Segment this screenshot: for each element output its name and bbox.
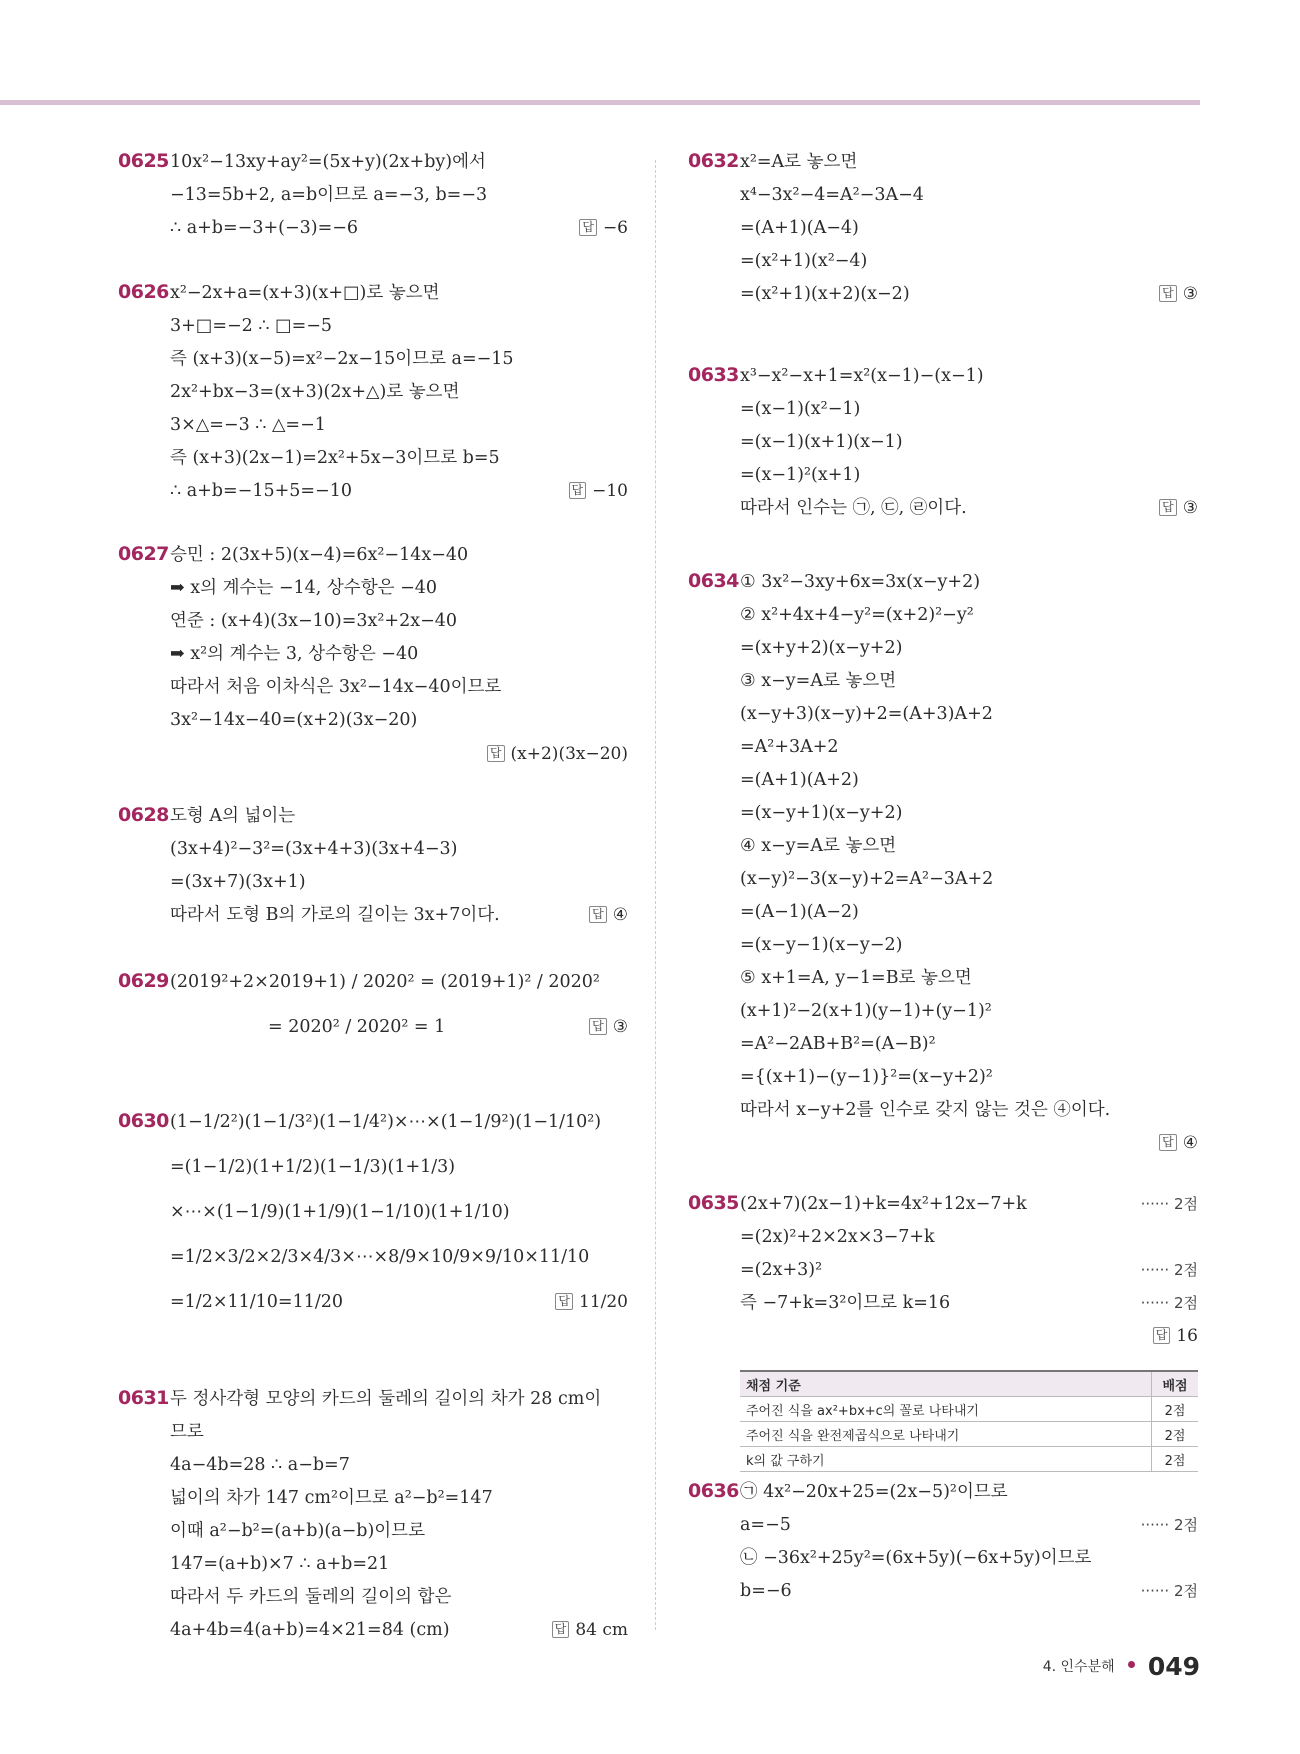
solution-line: 므로 [170, 1422, 204, 1442]
solution-line: ㉡ −36x²+25y²=(6x+5y)(−6x+5y)이므로 [740, 1548, 1092, 1568]
solution-line: ㉠ 4x²−20x+25=(2x−5)²이므로 [740, 1482, 1008, 1502]
solution-line: =A²+3A+2 [740, 737, 839, 757]
solution-line: 따라서 처음 이차식은 3x²−14x−40이므로 [170, 677, 502, 697]
solution-line: 3x²−14x−40=(x+2)(3x−20) [170, 710, 418, 730]
solution-line: ∴ a+b=−3+(−3)=−6 [170, 218, 359, 238]
solution-line: ➡ x²의 계수는 3, 상수항은 −40 [170, 644, 419, 664]
solution-line: 즉 −7+k=3²이므로 k=16 [740, 1293, 951, 1313]
solution-line: =(x−y−1)(x−y−2) [740, 935, 903, 955]
answer: 답 ③ [589, 1015, 628, 1039]
problem-number: 0633 [688, 364, 739, 386]
solution-line: x³−x²−x+1=x²(x−1)−(x−1) [740, 366, 984, 386]
solution-line: =A²−2AB+B²=(A−B)² [740, 1034, 936, 1054]
solution-line: =(x−1)(x+1)(x−1) [740, 432, 903, 452]
solution-line: 이때 a²−b²=(a+b)(a−b)이므로 [170, 1521, 425, 1541]
solution-line: 도형 A의 넓이는 [170, 806, 296, 826]
solution-line: =(A+1)(A+2) [740, 770, 859, 790]
answer: 답 16 [1153, 1324, 1198, 1348]
problem-number: 0636 [688, 1480, 739, 1502]
points-label: ······ 2점 [1140, 1195, 1198, 1213]
solution-line: 3+□=−2 ∴ □=−5 [170, 316, 333, 336]
solution-line: =(2x+3)² [740, 1260, 823, 1280]
table-cell: 주어진 식을 완전제곱식으로 나타내기 [740, 1422, 1152, 1447]
solution-line: ① 3x²−3xy+6x=3x(x−y+2) [740, 572, 981, 592]
points-label: ······ 2점 [1140, 1294, 1198, 1312]
bullet-dot-icon [1128, 1661, 1135, 1668]
table-cell: 주어진 식을 ax²+bx+c의 꼴로 나타내기 [740, 1397, 1152, 1422]
answer: 답 −6 [579, 216, 628, 240]
solution-line: 두 정사각형 모양의 카드의 둘레의 길이의 차가 28 cm이 [170, 1389, 602, 1409]
column-divider [655, 160, 656, 1630]
solution-line: =(2x)²+2×2x×3−7+k [740, 1227, 935, 1247]
solution-line: (x−y)²−3(x−y)+2=A²−3A+2 [740, 869, 994, 889]
scoring-table [740, 1370, 1198, 1472]
solution-line: (x+1)²−2(x+1)(y−1)+(y−1)² [740, 1001, 992, 1021]
solution-line: =(x−1)²(x+1) [740, 465, 861, 485]
table-row [740, 1447, 1198, 1472]
solution-line: 즉 (x+3)(2x−1)=2x²+5x−3이므로 b=5 [170, 448, 500, 468]
solution-line: 3×△=−3 ∴ △=−1 [170, 415, 326, 435]
table-row [740, 1397, 1198, 1422]
table-header-row [740, 1371, 1198, 1397]
problem-number: 0626 [118, 281, 169, 303]
solution-line: ② x²+4x+4−y²=(x+2)²−y² [740, 605, 974, 625]
problem-number: 0630 [118, 1110, 169, 1132]
answer: 답 ④ [1159, 1131, 1198, 1155]
points-label: ······ 2점 [1140, 1261, 1198, 1279]
solution-line: 2x²+bx−3=(x+3)(2x+△)로 놓으면 [170, 382, 460, 402]
table-row [740, 1422, 1198, 1447]
solution-line: x⁴−3x²−4=A²−3A−4 [740, 185, 924, 205]
answer: 답 ④ [589, 903, 628, 927]
solution-line: (2019²+2×2019+1) / 2020² = (2019+1)² / 2020² [170, 972, 600, 992]
points-label: ······ 2점 [1140, 1582, 1198, 1600]
table-header: 배점 [1152, 1371, 1199, 1397]
solution-line: x²−2x+a=(x+3)(x+□)로 놓으면 [170, 283, 440, 303]
solution-line: b=−6 [740, 1581, 792, 1601]
table-cell: k의 값 구하기 [740, 1447, 1152, 1472]
solution-line: (x−y+3)(x−y)+2=(A+3)A+2 [740, 704, 993, 724]
solution-line: ∴ a+b=−15+5=−10 [170, 481, 352, 501]
solution-line: 147=(a+b)×7 ∴ a+b=21 [170, 1554, 390, 1574]
page-number: 049 [1147, 1652, 1200, 1681]
table-cell: 2점 [1152, 1397, 1199, 1422]
solution-line: x²=A로 놓으면 [740, 152, 858, 172]
solution-line: 10x²−13xy+ay²=(5x+y)(2x+by)에서 [170, 152, 486, 172]
solution-line: 따라서 x−y+2를 인수로 갖지 않는 것은 ④이다. [740, 1100, 1111, 1120]
page-footer [1043, 1652, 1200, 1681]
solution-line: ④ x−y=A로 놓으면 [740, 836, 897, 856]
points-label: ······ 2점 [1140, 1516, 1198, 1534]
table-header: 채점 기준 [740, 1371, 1152, 1397]
solution-line: 4a−4b=28 ∴ a−b=7 [170, 1455, 350, 1475]
solution-line: =(x−1)(x²−1) [740, 399, 861, 419]
problem-number: 0625 [118, 150, 169, 172]
solution-line: = 2020² / 2020² = 1 [268, 1017, 446, 1037]
answer: 답 (x+2)(3x−20) [487, 742, 628, 766]
solution-line: 4a+4b=4(a+b)=4×21=84 (cm) [170, 1620, 450, 1640]
solution-line: =(3x+7)(3x+1) [170, 872, 306, 892]
answer: 답 −10 [569, 479, 628, 503]
top-rule [0, 100, 1200, 105]
solution-line: ③ x−y=A로 놓으면 [740, 671, 897, 691]
solution-line: 연준 : (x+4)(3x−10)=3x²+2x−40 [170, 611, 458, 631]
answer: 답 ③ [1159, 496, 1198, 520]
solution-line: −13=5b+2, a=b이므로 a=−3, b=−3 [170, 185, 488, 205]
solution-line: =(x−y+1)(x−y+2) [740, 803, 903, 823]
table-cell: 2점 [1152, 1422, 1199, 1447]
solution-line: (3x+4)²−3²=(3x+4+3)(3x+4−3) [170, 839, 458, 859]
solution-line: =1/2×3/2×2/3×4/3×⋯×8/9×10/9×9/10×11/10 [170, 1247, 590, 1267]
problem-number: 0628 [118, 804, 169, 826]
solution-line: =1/2×11/10=11/20 [170, 1292, 344, 1312]
solution-line: (2x+7)(2x−1)+k=4x²+12x−7+k [740, 1194, 1027, 1214]
solution-line: ⑤ x+1=A, y−1=B로 놓으면 [740, 968, 972, 988]
solution-line: 넓이의 차가 147 cm²이므로 a²−b²=147 [170, 1488, 493, 1508]
solution-line: =(A+1)(A−4) [740, 218, 859, 238]
chapter-title: 4. 인수분해 [1042, 1659, 1115, 1675]
solution-line: =(A−1)(A−2) [740, 902, 859, 922]
problem-number: 0635 [688, 1192, 739, 1214]
solution-line: 따라서 도형 B의 가로의 길이는 3x+7이다. [170, 905, 500, 925]
solution-line: 즉 (x+3)(x−5)=x²−2x−15이므로 a=−15 [170, 349, 514, 369]
problem-number: 0629 [118, 970, 169, 992]
solution-line: =(x²+1)(x+2)(x−2) [740, 284, 910, 304]
problem-number: 0632 [688, 150, 739, 172]
solution-line: 승민 : 2(3x+5)(x−4)=6x²−14x−40 [170, 545, 469, 565]
solution-line: 따라서 두 카드의 둘레의 길이의 합은 [170, 1587, 452, 1607]
answer: 답 11/20 [555, 1290, 628, 1314]
solution-line: ➡ x의 계수는 −14, 상수항은 −40 [170, 578, 438, 598]
solution-line: =(x²+1)(x²−4) [740, 251, 868, 271]
solution-line: (1−1/2²)(1−1/3²)(1−1/4²)×⋯×(1−1/9²)(1−1/10²) [170, 1112, 602, 1132]
solution-line: =(1−1/2)(1+1/2)(1−1/3)(1+1/3) [170, 1157, 456, 1177]
answer: 답 ③ [1159, 282, 1198, 306]
answer: 답 84 cm [552, 1618, 628, 1642]
solution-line: ×⋯×(1−1/9)(1+1/9)(1−1/10)(1+1/10) [170, 1202, 510, 1222]
problem-number: 0634 [688, 570, 739, 592]
solution-line: ={(x+1)−(y−1)}²=(x−y+2)² [740, 1067, 993, 1087]
solution-line: =(x+y+2)(x−y+2) [740, 638, 903, 658]
problem-number: 0631 [118, 1387, 169, 1409]
solution-line: 따라서 인수는 ㉠, ㉢, ㉣이다. [740, 498, 967, 518]
table-cell: 2점 [1152, 1447, 1199, 1472]
solution-line: a=−5 [740, 1515, 791, 1535]
problem-number: 0627 [118, 543, 169, 565]
